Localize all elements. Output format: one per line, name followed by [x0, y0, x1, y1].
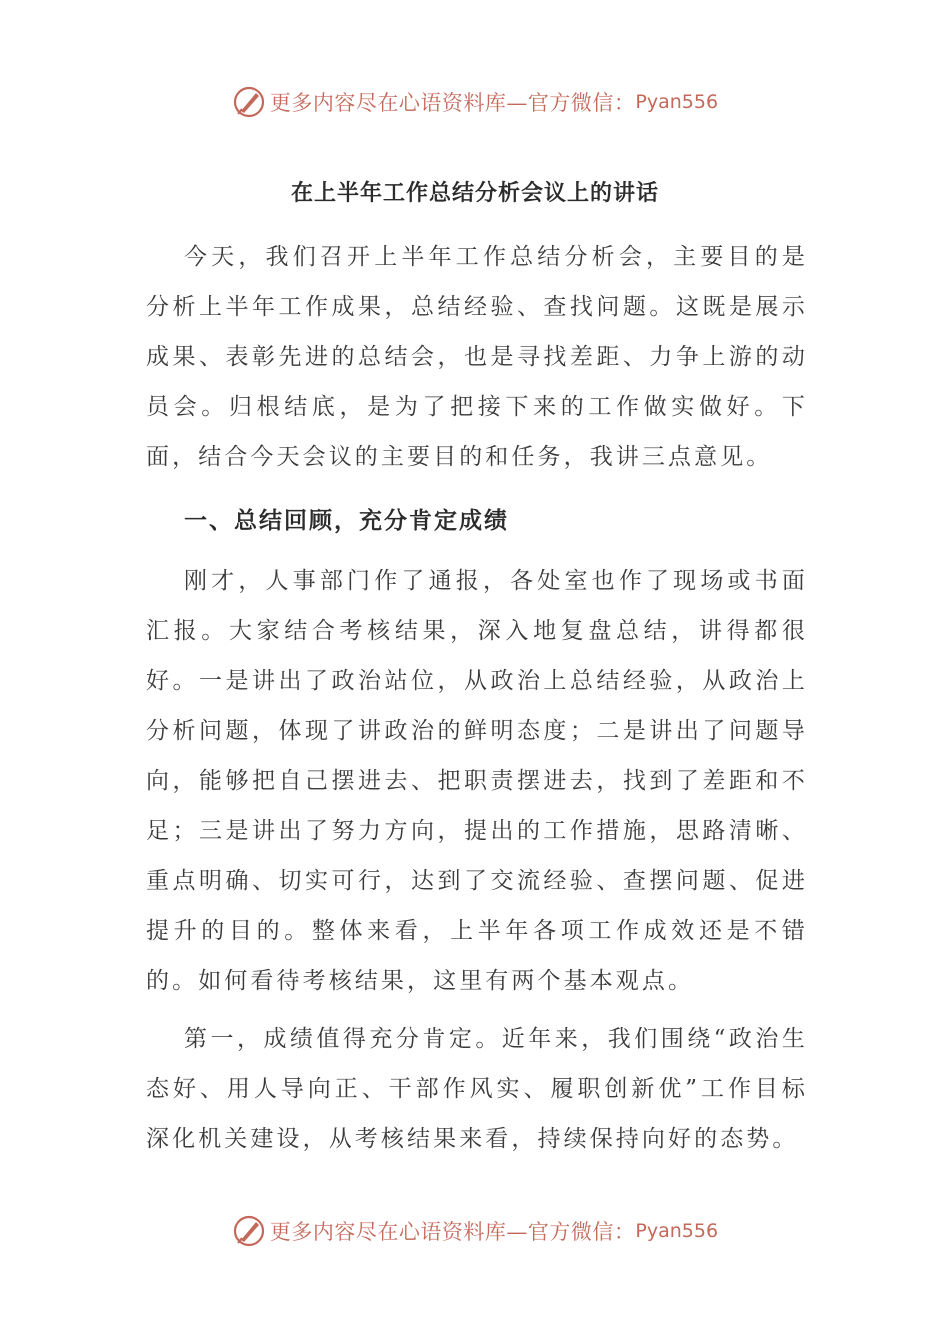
intro-paragraph: 今天，我们召开上半年工作总结分析会，主要目的是分析上半年工作成果，总结经验、查找问题。这既是展示成果、表彰先进的总结会，也是寻找差距、力争上游的动员会。归根结底，是为了把接下来的工作做实做好。下面，结合今天会议的主要目的和任务，我讲三点意见。 — [146, 244, 808, 470]
section-heading: 一、总结回顾，充分肯定成绩 — [184, 508, 509, 534]
body-paragraph: 第一，成绩值得充分肯定。近年来，我们围绕“政治生态好、用人导向正、干部作风实、履职创新优”工作目标深化机关建设，从考核结果来看，持续保持向好的态势。 — [146, 1026, 808, 1152]
watermark-banner-top — [0, 82, 950, 122]
body-paragraph: 刚才，人事部门作了通报，各处室也作了现场或书面汇报。大家结合考核结果，深入地复盘总结，讲得都很好。一是讲出了政治站位，从政治上总结经验，从政治上分析问题，体现了讲政治的鲜明态度；二是讲出了问题导向，能够把自己摆进去、把职责摆进去，找到了差距和不足；三是讲出了努力方向，提出的工作措施，思路清晰、重点明确、切实可行，达到了交流经验、查摆问题、促进提升的目的。整体来看，上半年各项工作成效还是不错的。如何看待考核结果，这里有两个基本观点。 — [146, 568, 808, 994]
watermark-wechat-id: Pyan556 — [635, 91, 719, 113]
watermark-text: 更多内容尽在心语资料库—官方微信： — [269, 1220, 636, 1244]
quill-pen-icon — [232, 85, 266, 119]
watermark-wechat-id: Pyan556 — [635, 1220, 719, 1242]
document-title: 在上半年工作总结分析会议上的讲话 — [290, 181, 659, 206]
watermark-banner-bottom — [0, 1211, 950, 1251]
watermark-text: 更多内容尽在心语资料库—官方微信： — [269, 91, 636, 115]
quill-pen-icon — [232, 1214, 266, 1248]
